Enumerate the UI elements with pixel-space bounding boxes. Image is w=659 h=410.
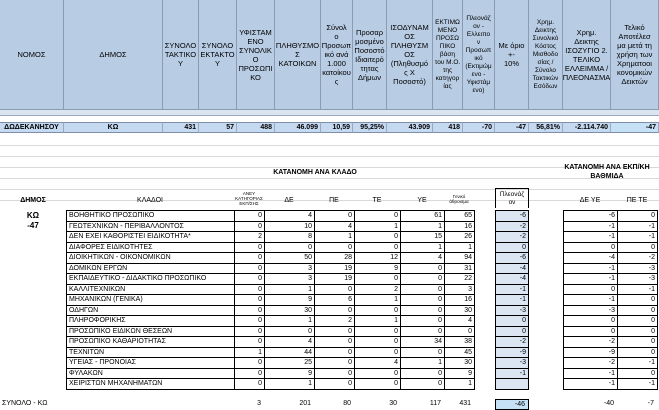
cell-name: ΟΔΗΓΩΝ bbox=[67, 305, 235, 316]
cell-ekp_de: -1 bbox=[564, 274, 618, 285]
summary-cell: -2.114.740 bbox=[563, 122, 611, 133]
cell-te: 0 bbox=[355, 305, 401, 316]
cell-ekp_de: 0 bbox=[564, 316, 618, 327]
table-row bbox=[67, 242, 475, 253]
summary-cell: 95,25% bbox=[353, 122, 387, 133]
cell-name: ΧΕΙΡΙΣΤΩΝ ΜΗΧΑΝΗΜΑΤΩΝ bbox=[67, 379, 235, 390]
header-cell: Χρημ. Δεικτης ΙΣΟΖΥΓΙΟ 2. ΤΕΛΙΚΟ ΕΛΛΕΙΜΜΑ / ΠΛΕΟΝΑΣΜΑ bbox=[563, 0, 611, 110]
table-row bbox=[67, 305, 475, 316]
header-cell: Πλεονάζ ον - Ελλειπο ν Προσωπ ικό (Εκτιμώμ ενο - Υφιστάμ ενο) bbox=[463, 0, 495, 110]
cell-name: ΔΟΜΙΚΩΝ ΕΡΓΩΝ bbox=[67, 263, 235, 274]
cell-pleon: -4 bbox=[496, 274, 529, 285]
cell-name: ΥΓΕΙΑΣ - ΠΡΟΝΟΙΑΣ bbox=[67, 358, 235, 369]
col-header-aneu: ΑΝΕΥ ΚΑΤΗΓΟΡΙΑΣ ΕΚΠ/ΣΗΣ bbox=[235, 190, 263, 206]
cell-total: 65 bbox=[445, 211, 475, 222]
table-row bbox=[496, 358, 529, 369]
col-header-pleon: Πλεονάζ ον bbox=[495, 188, 529, 208]
kladoi-table bbox=[66, 210, 475, 390]
cell-aneu: 0 bbox=[235, 253, 265, 264]
header-cell: ΕΚΤΙΜΩ ΜΕΝΟ ΠΡΟΣΩ ΠΙΚΟ βάση του Μ.Ο. της κατηγορ ίας bbox=[433, 0, 463, 110]
cell-pleon: -3 bbox=[496, 358, 529, 369]
cell-de: 1 bbox=[265, 284, 315, 295]
table-row bbox=[496, 232, 529, 243]
cell-total: 30 bbox=[445, 305, 475, 316]
cell-ekp_pe: -1 bbox=[618, 221, 658, 232]
cell-total: 1 bbox=[445, 379, 475, 390]
table-row bbox=[564, 368, 658, 379]
grid-line bbox=[0, 145, 659, 146]
cell-ye: 1 bbox=[401, 358, 445, 369]
table-row bbox=[496, 347, 529, 358]
col-header-te: ΤΕ bbox=[372, 197, 382, 204]
cell-ekp_de: -1 bbox=[564, 295, 618, 306]
table-row bbox=[496, 337, 529, 348]
header-cell: ΙΣΟΔΥΝΑΜ ΟΣ ΠΛΗΘΥΣΜ ΟΣ (Πληθυσμό ς Χ Ποσοστό) bbox=[387, 0, 433, 110]
cell-te: 0 bbox=[355, 211, 401, 222]
cell-pe: 0 bbox=[315, 242, 355, 253]
cell-pleon: 0 bbox=[496, 242, 529, 253]
cell-total: 45 bbox=[445, 347, 475, 358]
cell-total: 0 bbox=[445, 326, 475, 337]
cell-pleon: -4 bbox=[496, 263, 529, 274]
cell-ekp_de: -9 bbox=[564, 347, 618, 358]
summary-cell: 431 bbox=[163, 122, 199, 133]
cell-name: ΔΕΝ ΕΧΕΙ ΚΑΘΟΡΙΣΤΕΙ ΕΙΔΙΚΟΤΗΤΑ* bbox=[67, 232, 235, 243]
table-row bbox=[496, 305, 529, 316]
cell-pe: 28 bbox=[315, 253, 355, 264]
total-cell-te: 30 bbox=[389, 400, 397, 407]
cell-aneu: 0 bbox=[235, 326, 265, 337]
cell-ekp_de: -6 bbox=[564, 211, 618, 222]
cell-ye: 0 bbox=[401, 326, 445, 337]
table-row bbox=[67, 358, 475, 369]
table-row bbox=[67, 211, 475, 222]
cell-name: ΔΙΟΙΚΗΤΙΚΩΝ - ΟΙΚΟΝΟΜΙΚΩΝ bbox=[67, 253, 235, 264]
cell-pleon: -1 bbox=[496, 295, 529, 306]
cell-total: 94 bbox=[445, 253, 475, 264]
cell-ye: 0 bbox=[401, 316, 445, 327]
cell-ye: 0 bbox=[401, 379, 445, 390]
table-row bbox=[564, 263, 658, 274]
col-header-pe: ΠΕ bbox=[329, 197, 339, 204]
cell-te: 0 bbox=[355, 274, 401, 285]
cell-te: 0 bbox=[355, 232, 401, 243]
cell-pleon: -2 bbox=[496, 232, 529, 243]
cell-total: 16 bbox=[445, 295, 475, 306]
cell-de: 8 bbox=[265, 232, 315, 243]
total-cell-pe: 80 bbox=[343, 400, 351, 407]
cell-aneu: 0 bbox=[235, 263, 265, 274]
cell-pe: 4 bbox=[315, 221, 355, 232]
cell-pe: 0 bbox=[315, 368, 355, 379]
cell-te: 12 bbox=[355, 253, 401, 264]
grid-line bbox=[0, 189, 659, 190]
cell-ekp_pe: 0 bbox=[618, 326, 658, 337]
cell-name: ΓΕΩΤΕΧΝΙΚΩΝ - ΠΕΡΙΒΑΛΛΟΝΤΟΣ bbox=[67, 221, 235, 232]
cell-total: 1 bbox=[445, 242, 475, 253]
ekp-table bbox=[563, 210, 658, 390]
dimos-name: ΚΩ bbox=[26, 211, 40, 220]
cell-total: 26 bbox=[445, 232, 475, 243]
cell-ekp_pe: 0 bbox=[618, 242, 658, 253]
cell-de: 3 bbox=[265, 274, 315, 285]
cell-name: ΕΚΠΑΙΔΕΥΤΙΚΟ - ΔΙΔΑΚΤΙΚΟ ΠΡΟΣΩΠΙΚΟ bbox=[67, 274, 235, 285]
cell-aneu: 0 bbox=[235, 358, 265, 369]
dimos-cell bbox=[0, 210, 66, 399]
summary-cell: 57 bbox=[199, 122, 237, 133]
cell-name: ΚΑΛΛΙΤΕΧΝΙΚΩΝ bbox=[67, 284, 235, 295]
cell-total: 31 bbox=[445, 263, 475, 274]
cell-pleon: 0 bbox=[496, 326, 529, 337]
cell-de: 25 bbox=[265, 358, 315, 369]
header-cell: Σύνολ ο Προσωπ ικό ανά 1.000 κατοίκου ς bbox=[321, 0, 353, 110]
cell-ekp_pe: -1 bbox=[618, 284, 658, 295]
col-header-dimos: ΔΗΜΟΣ bbox=[20, 197, 46, 204]
section-title-ekp: ΚΑΤΑΝΟΜΗ ΑΝΑ ΕΚΠ/ΚΗ ΒΑΘΜΙΔΑ bbox=[564, 164, 650, 180]
summary-cell: -70 bbox=[463, 122, 495, 133]
header-cell: Προσαρ μοσμένο Ποσοστό Ιδιαιτερό τητας Δήμων bbox=[353, 0, 387, 110]
cell-total: 16 bbox=[445, 221, 475, 232]
cell-de: 4 bbox=[265, 211, 315, 222]
cell-te: 0 bbox=[355, 326, 401, 337]
cell-ekp_pe: 0 bbox=[618, 211, 658, 222]
cell-pleon: -2 bbox=[496, 337, 529, 348]
total-cell-ye: 117 bbox=[429, 400, 441, 407]
cell-de: 10 bbox=[265, 221, 315, 232]
cell-de: 44 bbox=[265, 347, 315, 358]
cell-pe: 0 bbox=[315, 379, 355, 390]
cell-ekp_de: -2 bbox=[564, 358, 618, 369]
summary-cell: ΚΩ bbox=[64, 122, 163, 133]
col-header-de: ΔΕ bbox=[284, 197, 294, 204]
col-header-total: Γενικό άθροισμα bbox=[449, 194, 469, 204]
cell-de: 50 bbox=[265, 253, 315, 264]
table-row bbox=[67, 347, 475, 358]
cell-pe: 0 bbox=[315, 326, 355, 337]
cell-ekp_pe: -1 bbox=[618, 379, 658, 390]
cell-aneu: 2 bbox=[235, 232, 265, 243]
cell-aneu: 0 bbox=[235, 368, 265, 379]
cell-te: 1 bbox=[355, 316, 401, 327]
table-row bbox=[564, 211, 658, 222]
cell-name: ΠΡΟΣΩΠΙΚΟ ΚΑΘΑΡΙΟΤΗΤΑΣ bbox=[67, 337, 235, 348]
total-cell-aneu: 3 bbox=[257, 400, 261, 407]
cell-ekp_pe: 0 bbox=[618, 337, 658, 348]
cell-de: 0 bbox=[265, 242, 315, 253]
table-row bbox=[496, 274, 529, 285]
cell-te: 0 bbox=[355, 347, 401, 358]
table-row bbox=[67, 263, 475, 274]
cell-de: 1 bbox=[265, 316, 315, 327]
summary-cell: 56,81% bbox=[529, 122, 563, 133]
header-cell: ΝΟΜΟΣ bbox=[0, 0, 64, 110]
pleon-table bbox=[495, 210, 529, 390]
cell-ekp_de: 0 bbox=[564, 284, 618, 295]
table-row bbox=[67, 316, 475, 327]
cell-ekp_de: -1 bbox=[564, 368, 618, 379]
cell-name: ΜΗΧΑΝΙΚΩΝ (ΓΕΝΙΚΑ) bbox=[67, 295, 235, 306]
cell-name: ΔΙΑΦΟΡΕΣ ΕΙΔΙΚΟΤΗΤΕΣ bbox=[67, 242, 235, 253]
cell-aneu: 0 bbox=[235, 305, 265, 316]
cell-ekp_de: -3 bbox=[564, 305, 618, 316]
table-row bbox=[564, 274, 658, 285]
cell-ye: 61 bbox=[401, 211, 445, 222]
cell-name: ΒΟΗΘΗΤΙΚΟ ΠΡΟΣΩΠΙΚΟ bbox=[67, 211, 235, 222]
cell-pe: 0 bbox=[315, 337, 355, 348]
table-row bbox=[67, 284, 475, 295]
cell-ye: 0 bbox=[401, 274, 445, 285]
cell-ekp_de: -1 bbox=[564, 221, 618, 232]
cell-ekp_pe: 0 bbox=[618, 295, 658, 306]
table-row bbox=[564, 316, 658, 327]
cell-de: 1 bbox=[265, 379, 315, 390]
cell-total: 4 bbox=[445, 316, 475, 327]
table-row bbox=[564, 221, 658, 232]
cell-ekp_pe: -3 bbox=[618, 263, 658, 274]
dimos-value: -47 bbox=[27, 221, 39, 230]
table-row bbox=[564, 295, 658, 306]
cell-pe: 19 bbox=[315, 274, 355, 285]
cell-te: 0 bbox=[355, 379, 401, 390]
cell-ekp_de: -1 bbox=[564, 263, 618, 274]
table-row bbox=[564, 358, 658, 369]
cell-ye: 0 bbox=[401, 368, 445, 379]
cell-total: 22 bbox=[445, 274, 475, 285]
cell-ye: 15 bbox=[401, 232, 445, 243]
cell-total: 38 bbox=[445, 337, 475, 348]
cell-pe: 1 bbox=[315, 232, 355, 243]
header-cell: Με όριο +- 10% bbox=[495, 0, 529, 110]
total-cell-total: 431 bbox=[459, 400, 471, 407]
summary-cell: -47 bbox=[611, 122, 659, 133]
cell-ekp_pe: -2 bbox=[618, 253, 658, 264]
total-cell-ekp_pe: -7 bbox=[647, 400, 654, 407]
table-row bbox=[496, 368, 529, 379]
cell-name: ΠΡΟΣΩΠΙΚΟ ΕΙΔΙΚΩΝ ΘΕΣΕΩΝ bbox=[67, 326, 235, 337]
cell-ekp_de: 0 bbox=[564, 326, 618, 337]
table-row bbox=[67, 326, 475, 337]
header-divider-stripe bbox=[0, 110, 659, 116]
cell-aneu: 0 bbox=[235, 316, 265, 327]
summary-cell: 46.099 bbox=[275, 122, 321, 133]
table-row bbox=[564, 337, 658, 348]
total-label: ΣΥΝΟΛΟ - ΚΩ bbox=[2, 400, 48, 407]
table-row bbox=[67, 379, 475, 390]
col-header-ekp-de: ΔΕ ΥΕ bbox=[579, 197, 601, 204]
table-row bbox=[67, 221, 475, 232]
col-header-kladoi: ΚΛΑΔΟΙ bbox=[137, 197, 163, 204]
cell-te: 9 bbox=[355, 263, 401, 274]
cell-ekp_de: 0 bbox=[564, 242, 618, 253]
cell-de: 9 bbox=[265, 368, 315, 379]
table-row bbox=[67, 232, 475, 243]
header-cell: Χρημ. Δεικτης Συνολικό Κόστος Μισθοδο σίας / Σύνολο Τακτικών Εσόδων bbox=[529, 0, 563, 110]
cell-name: ΠΛΗΡΟΦΟΡΙΚΗΣ bbox=[67, 316, 235, 327]
table-row bbox=[564, 379, 658, 390]
cell-ekp_pe: 0 bbox=[618, 347, 658, 358]
table-row bbox=[67, 295, 475, 306]
cell-ekp_pe: -1 bbox=[618, 358, 658, 369]
cell-pleon: -6 bbox=[496, 211, 529, 222]
cell-ye: 0 bbox=[401, 295, 445, 306]
cell-pleon: -1 bbox=[496, 284, 529, 295]
cell-total: 30 bbox=[445, 358, 475, 369]
table-row bbox=[564, 232, 658, 243]
header-cell: ΠΛΗΘΥΣΜΟ Σ ΚΑΤΟΙΚΩΝ bbox=[275, 0, 321, 110]
table-row bbox=[564, 305, 658, 316]
summary-cell: -47 bbox=[495, 122, 529, 133]
cell-total: 3 bbox=[445, 284, 475, 295]
total-cell-ekp_de: -40 bbox=[603, 400, 614, 407]
table-row bbox=[564, 347, 658, 358]
cell-ye: 0 bbox=[401, 284, 445, 295]
cell-ye: 4 bbox=[401, 253, 445, 264]
table-row bbox=[564, 253, 658, 264]
cell-te: 4 bbox=[355, 358, 401, 369]
table-row bbox=[67, 337, 475, 348]
header-cell: ΣΥΝΟΛΟ ΤΑΚΤΙΚΟ Υ bbox=[163, 0, 199, 110]
cell-de: 4 bbox=[265, 337, 315, 348]
cell-te: 1 bbox=[355, 221, 401, 232]
col-header-ekp-pe: ΠΕ ΤΕ bbox=[626, 197, 648, 204]
table-row bbox=[496, 295, 529, 306]
cell-aneu: 1 bbox=[235, 347, 265, 358]
cell-pe: 6 bbox=[315, 295, 355, 306]
table-row bbox=[67, 368, 475, 379]
cell-aneu: 0 bbox=[235, 295, 265, 306]
cell-de: 3 bbox=[265, 263, 315, 274]
cell-pleon: -3 bbox=[496, 305, 529, 316]
cell-te: 0 bbox=[355, 368, 401, 379]
summary-cell: ΔΩΔΕΚΑΝΗΣΟΥ bbox=[0, 122, 64, 133]
cell-ekp_de: -1 bbox=[564, 232, 618, 243]
cell-te: 1 bbox=[355, 295, 401, 306]
table-row bbox=[496, 326, 529, 337]
cell-ye: 1 bbox=[401, 242, 445, 253]
cell-ekp_de: -4 bbox=[564, 253, 618, 264]
table-row bbox=[496, 379, 529, 390]
table-row bbox=[496, 253, 529, 264]
table-row bbox=[496, 263, 529, 274]
cell-pleon: -1 bbox=[496, 368, 529, 379]
cell-pleon: -2 bbox=[496, 221, 529, 232]
cell-ekp_de: -2 bbox=[564, 337, 618, 348]
cell-ekp_pe: 0 bbox=[618, 316, 658, 327]
cell-ye: 0 bbox=[401, 263, 445, 274]
table-row bbox=[496, 221, 529, 232]
cell-ekp_pe: -1 bbox=[618, 232, 658, 243]
section-title-kladoi: ΚΑΤΑΝΟΜΗ ΑΝΑ ΚΛΑΔΟ bbox=[273, 169, 357, 176]
cell-name: ΤΕΧΝΙΤΩΝ bbox=[67, 347, 235, 358]
cell-aneu: 0 bbox=[235, 337, 265, 348]
cell-pe: 2 bbox=[315, 316, 355, 327]
grid-line bbox=[0, 156, 659, 157]
header-cell: ΔΗΜΟΣ bbox=[64, 0, 163, 110]
cell-de: 9 bbox=[265, 295, 315, 306]
table-row bbox=[496, 242, 529, 253]
cell-pe: 0 bbox=[315, 284, 355, 295]
cell-ekp_pe: -3 bbox=[618, 274, 658, 285]
cell-aneu: 0 bbox=[235, 221, 265, 232]
cell-pleon: -9 bbox=[496, 347, 529, 358]
cell-pe: 0 bbox=[315, 347, 355, 358]
cell-te: 2 bbox=[355, 284, 401, 295]
cell-total: 9 bbox=[445, 368, 475, 379]
table-row bbox=[564, 284, 658, 295]
cell-aneu: 0 bbox=[235, 284, 265, 295]
header-cell: ΣΥΝΟΛΟ ΕΚΤΑΚΤΟ Υ bbox=[199, 0, 237, 110]
total-cell-pleon: -46 bbox=[495, 399, 529, 410]
summary-cell: 43.909 bbox=[387, 122, 433, 133]
cell-pleon: 0 bbox=[496, 316, 529, 327]
cell-de: 0 bbox=[265, 326, 315, 337]
cell-ye: 0 bbox=[401, 347, 445, 358]
cell-aneu: 0 bbox=[235, 274, 265, 285]
table-row bbox=[496, 284, 529, 295]
cell-de: 30 bbox=[265, 305, 315, 316]
header-cell: Τελικό Αποτέλεσ μα μετά τη χρήση των Χρηματοοι κονομικών Δεικτών bbox=[611, 0, 659, 110]
cell-te: 0 bbox=[355, 242, 401, 253]
table-row bbox=[564, 242, 658, 253]
table-row bbox=[67, 274, 475, 285]
cell-ekp_de: -1 bbox=[564, 379, 618, 390]
cell-pe: 0 bbox=[315, 358, 355, 369]
cell-ye: 34 bbox=[401, 337, 445, 348]
cell-ekp_pe: 0 bbox=[618, 305, 658, 316]
cell-pe: 0 bbox=[315, 211, 355, 222]
cell-te: 0 bbox=[355, 337, 401, 348]
cell-pleon bbox=[496, 379, 529, 390]
cell-ekp_pe: 0 bbox=[618, 368, 658, 379]
table-row bbox=[564, 326, 658, 337]
summary-cell: 488 bbox=[237, 122, 275, 133]
summary-cell: 418 bbox=[433, 122, 463, 133]
cell-pe: 0 bbox=[315, 305, 355, 316]
cell-aneu: 0 bbox=[235, 379, 265, 390]
total-cell-de: 201 bbox=[299, 400, 311, 407]
cell-ye: 1 bbox=[401, 221, 445, 232]
table-row bbox=[496, 211, 529, 222]
cell-aneu: 0 bbox=[235, 211, 265, 222]
table-row bbox=[67, 253, 475, 264]
table-row bbox=[496, 316, 529, 327]
cell-aneu: 0 bbox=[235, 242, 265, 253]
cell-ye: 0 bbox=[401, 305, 445, 316]
cell-pleon: -6 bbox=[496, 253, 529, 264]
summary-cell: 10,59 bbox=[321, 122, 353, 133]
col-header-ye: ΥΕ bbox=[417, 197, 427, 204]
header-cell: ΥΦΙΣΤΑΜ ΕΝΟ ΣΥΝΟΛΙΚ Ο ΠΡΟΣΩΠΙ ΚΟ bbox=[237, 0, 275, 110]
cell-name: ΦΥΛΑΚΩΝ bbox=[67, 368, 235, 379]
cell-pe: 19 bbox=[315, 263, 355, 274]
